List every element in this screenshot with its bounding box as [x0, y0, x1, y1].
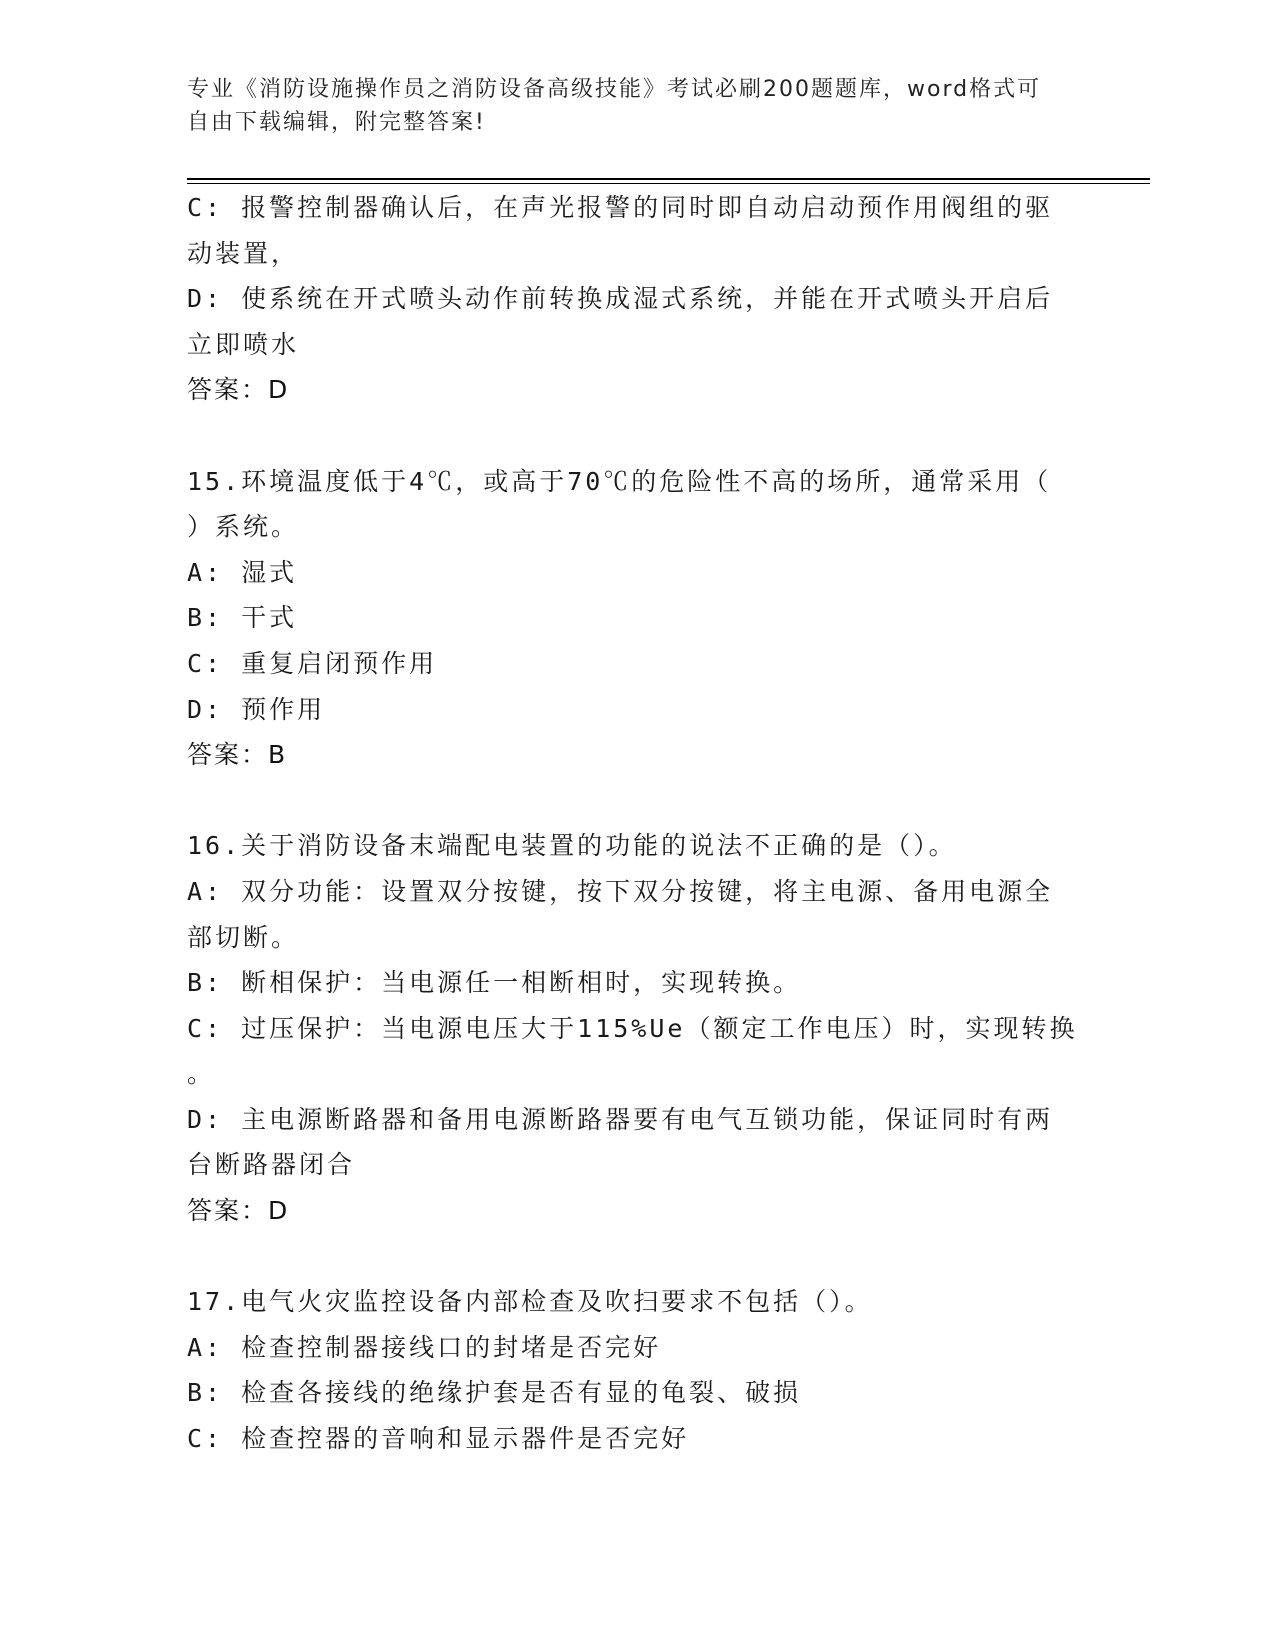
q15-option-b: B: 干式	[187, 603, 298, 633]
q16-stem: 16.关于消防设备末端配电装置的功能的说法不正确的是（）。	[187, 831, 957, 861]
q16-option-c-line-1: C: 过压保护：当电源电压大于115%Ue（额定工作电压）时，实现转换	[187, 1013, 1078, 1043]
spacer	[187, 1234, 1087, 1280]
header-line-1: 专业《消防设施操作员之消防设备高级技能》考试必刷200题题库，word格式可	[187, 77, 1042, 102]
question-16	[187, 823, 1087, 1233]
header-divider-thick	[187, 178, 1150, 180]
q15-option-a: A: 湿式	[187, 557, 298, 587]
q16-answer: 答案：D	[187, 1196, 290, 1226]
q14-option-d-line-1: D: 使系统在开式喷头动作前转换成湿式系统，并能在开式喷头开启后	[187, 284, 1054, 314]
q16-option-b: B: 断相保护：当电源任一相断相时，实现转换。	[187, 968, 802, 998]
question-17	[187, 1279, 1087, 1461]
q16-option-d-line-1: D: 主电源断路器和备用电源断路器要有电气互锁功能，保证同时有两	[187, 1104, 1054, 1134]
document-body	[187, 185, 1087, 1462]
q14-option-d-line-2: 立即喷水	[187, 329, 300, 359]
q15-option-d: D: 预作用	[187, 694, 326, 724]
q15-stem-line-2: ）系统。	[187, 512, 300, 542]
q17-stem: 17.电气火灾监控设备内部检查及吹扫要求不包括（）。	[187, 1287, 873, 1317]
q14-answer: 答案：D	[187, 375, 290, 405]
q16-option-d-line-2: 台断路器闭合	[187, 1150, 356, 1180]
q17-option-b: B: 检查各接线的绝缘护套是否有显的龟裂、破损	[187, 1378, 802, 1408]
q14-option-c-line-1: C: 报警控制器确认后，在声光报警的同时即自动启动预作用阀组的驱	[187, 193, 1054, 222]
q16-option-a-line-2: 部切断。	[187, 922, 300, 952]
q17-option-a: A: 检查控制器接线口的封堵是否完好	[187, 1332, 662, 1362]
page-header	[187, 73, 1067, 139]
header-line-2: 自由下载编辑，附完整答案!	[187, 110, 486, 135]
q16-option-a-line-1: A: 双分功能：设置双分按键，按下双分按键，将主电源、备用电源全	[187, 876, 1054, 906]
spacer	[187, 778, 1087, 824]
spacer	[187, 413, 1087, 459]
question-15	[187, 459, 1087, 778]
q15-answer: 答案：B	[187, 740, 288, 770]
q17-option-c: C: 检查控器的音响和显示器件是否完好	[187, 1424, 690, 1454]
question-14	[187, 185, 1087, 413]
q15-option-c: C: 重复启闭预作用	[187, 648, 438, 678]
q15-stem-line-1: 15.环境温度低于4℃，或高于70℃的危险性不高的场所，通常采用（	[187, 466, 1052, 496]
q16-option-c-line-2: 。	[187, 1059, 216, 1089]
header-divider-thin	[187, 183, 1150, 184]
q14-option-c-line-2: 动装置，	[187, 238, 300, 268]
